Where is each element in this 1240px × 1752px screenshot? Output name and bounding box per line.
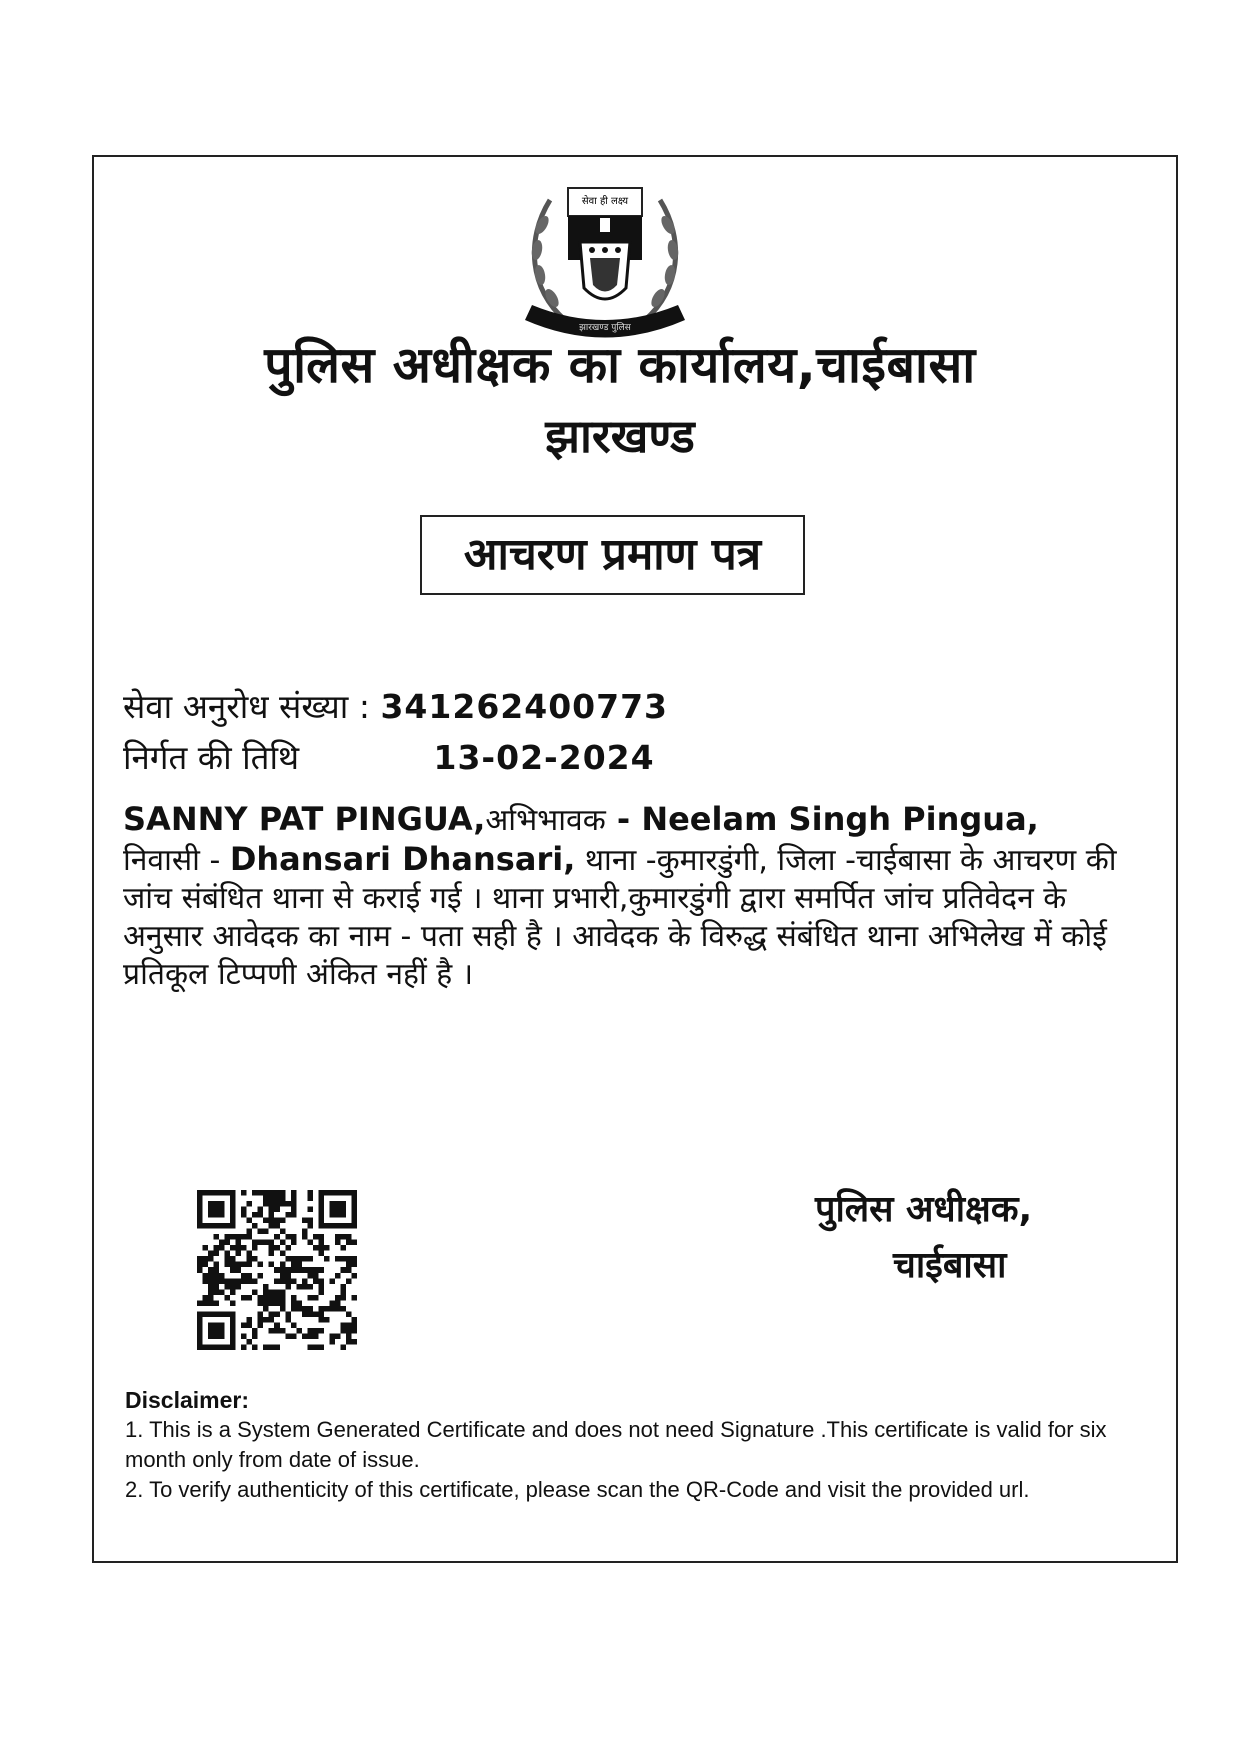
office-state: झारखण्ड xyxy=(545,409,695,463)
emblem-ribbon-text: झारखण्ड पुलिस xyxy=(579,323,631,333)
applicant-address: Dhansari Dhansari, xyxy=(229,840,576,878)
verification-qr-code[interactable] xyxy=(197,1190,357,1350)
residence-label: निवासी - xyxy=(123,843,230,878)
disclaimer-line-2: 2. To verify authenticity of this certificate, please scan the QR-Code and visit the provided url. xyxy=(125,1477,1030,1502)
police-emblem-logo xyxy=(510,170,700,350)
disclaimer xyxy=(125,1385,1125,1505)
verification-text: के आचरण की जांच संबंधित थाना से कराई गई । थाना प्रभारी,कुमारडुंगी द्वारा समर्पित जांच प्रतिवेदन के अनुसार आवेदक का नाम - पता सही है । आवेदक के विरुद्ध संबंधित थाना अभिलेख में कोई प्रतिकूल टिप्पणी अंकित नहीं है । xyxy=(123,843,1117,992)
service-request-row xyxy=(123,687,668,727)
certificate-body xyxy=(123,800,1133,994)
signatory-designation: पुलिस अधीक्षक, xyxy=(815,1189,1033,1230)
service-request-number: 341262400773 xyxy=(380,687,669,726)
issue-date-row xyxy=(123,738,655,778)
guardian-name: Neelam Singh Pingua, xyxy=(641,800,1039,838)
emblem-motto: सेवा ही लक्ष्य xyxy=(581,196,629,207)
office-title: पुलिस अधीक्षक का कार्यालय,चाईबासा xyxy=(264,336,976,394)
certificate-title: आचरण प्रमाण पत्र xyxy=(420,515,805,595)
disclaimer-heading: Disclaimer: xyxy=(125,1387,250,1413)
guardian-separator: - xyxy=(605,800,642,838)
disclaimer-line-1: 1. This is a System Generated Certificate and does not need Signature .This certificate is valid for six month only from date of issue. xyxy=(125,1417,1107,1472)
service-request-label: सेवा अनुरोध संख्या : xyxy=(123,687,370,726)
signatory-place: चाईबासा xyxy=(893,1245,1007,1286)
issue-date-value: 13-02-2024 xyxy=(433,738,655,777)
issue-date-label: निर्गत की तिथि xyxy=(123,738,300,777)
applicant-name: SANNY PAT PINGUA, xyxy=(123,800,486,838)
guardian-label: अभिभावक xyxy=(485,803,606,838)
police-station-district: थाना -कुमारडुंगी, जिला -चाईबासा xyxy=(575,843,951,878)
